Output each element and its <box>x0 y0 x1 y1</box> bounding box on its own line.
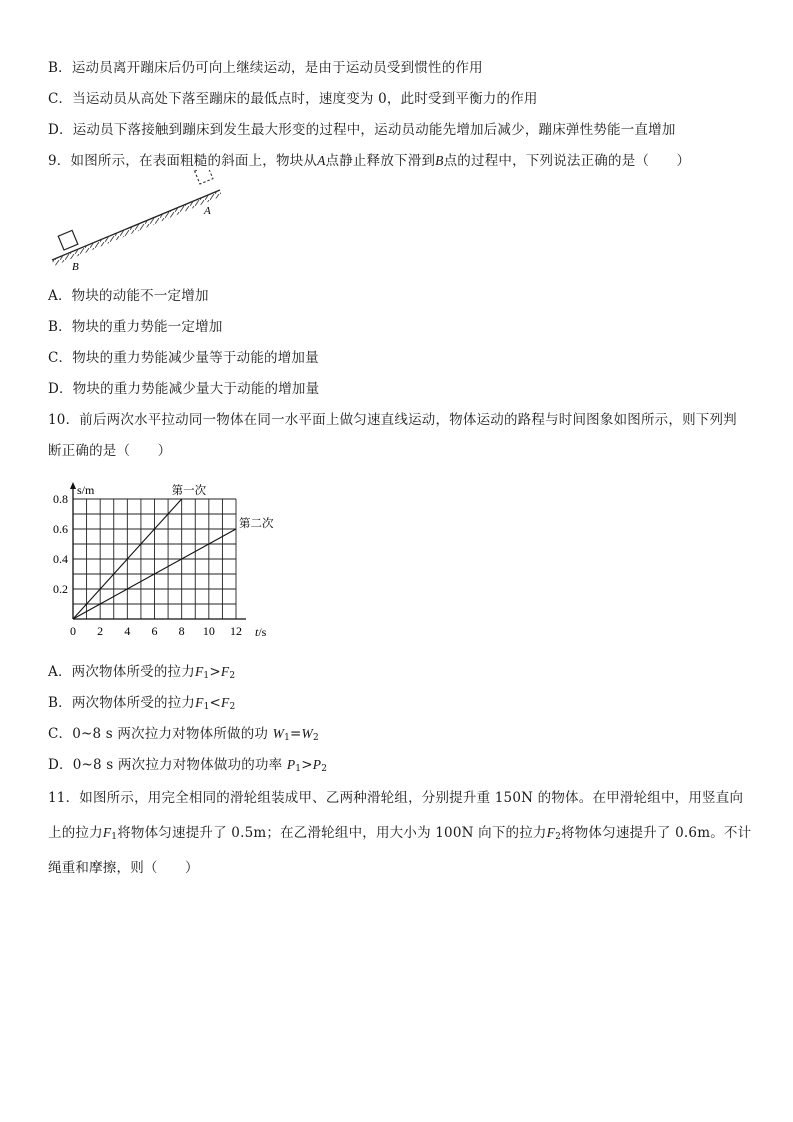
q9-stem: 9．如图所示，在表面粗糙的斜面上，物块从A点静止释放下滑到B点的过程中，下列说法正确的是（ ） <box>48 153 691 169</box>
y-axis-arrow <box>70 482 76 489</box>
q10-stem-line2: 断正确的是（ ） <box>48 443 172 459</box>
q10-stem-line1: 10．前后两次水平拉动同一物体在同一水平面上做匀速直线运动，物体运动的路程与时间图象如图所示，则下列判 <box>48 412 737 428</box>
incline-hatching <box>52 190 222 266</box>
y-tick-label: 0.2 <box>53 582 68 596</box>
x-tick-label: 6 <box>151 624 158 638</box>
x-axis-label-unit: /s <box>258 625 267 639</box>
x-axis-label-var: t <box>255 625 259 639</box>
x-tick-label: 0 <box>70 624 76 638</box>
block-at-a <box>195 170 213 184</box>
q8-option-b: B．运动员离开蹦床后仍可向上继续运动，是由于运动员受到惯性的作用 <box>48 60 483 76</box>
q10-option-c: C．0~8 s 两次拉力对物体所做的功 $W_1=W_2$ <box>48 726 319 743</box>
y-axis-label: s/m <box>77 483 95 497</box>
y-tick-label: 0.6 <box>53 522 68 536</box>
q9-option-a: A．物块的动能不一定增加 <box>48 288 209 304</box>
series-label-1: 第一次 <box>171 485 207 497</box>
chart-grid <box>73 499 236 619</box>
x-tick-label: 12 <box>230 624 242 638</box>
x-axis-label <box>255 625 267 639</box>
q8-option-c: C．当运动员从高处下落至蹦床的最低点时，速度变为 0，此时受到平衡力的作用 <box>48 91 538 107</box>
q9-option-b: B．物块的重力势能一定增加 <box>48 319 223 335</box>
q10-option-d: D．0~8 s 两次拉力对物体做功的功率 $P_1>P_2$ <box>48 757 328 774</box>
label-a: A <box>204 205 211 217</box>
label-b: B <box>72 261 79 273</box>
q8-option-d: D．运动员下落接触到蹦床到发生最大形变的过程中，运动员动能先增加后减少，蹦床弹性势能一直增加 <box>48 122 676 138</box>
q10-option-b: B．两次物体所受的拉力$F_1<F_2$ <box>48 695 236 712</box>
series-label-2: 第二次 <box>239 518 274 530</box>
q10-option-a: A．两次物体所受的拉力$F_1>F_2$ <box>48 664 236 681</box>
x-tick-label: 8 <box>178 624 185 638</box>
q11-stem-line1: 11．如图所示，用完全相同的滑轮组装成甲、乙两种滑轮组，分别提升重 150N 的物体。在甲滑轮组中，用竖直向 <box>48 790 744 806</box>
x-tick-label: 10 <box>202 624 215 638</box>
x-tick-label: 2 <box>97 624 104 638</box>
chart-axes <box>70 482 246 619</box>
q9-option-d: D．物块的重力势能减少量大于动能的增加量 <box>48 381 320 397</box>
q11-stem-line3: 绳重和摩擦，则（ ） <box>48 860 199 876</box>
x-tick-label: 4 <box>124 624 131 638</box>
st-graph <box>40 472 290 644</box>
y-tick-label: 0.8 <box>53 492 68 506</box>
q9-option-c: C．物块的重力势能减少量等于动能的增加量 <box>48 350 319 366</box>
incline-figure <box>40 170 240 280</box>
block-at-b <box>58 230 78 250</box>
y-tick-label: 0.4 <box>53 552 68 566</box>
q11-stem-line2: 上的拉力$F_1$将物体匀速提升了 0.5m；在乙滑轮组中，用大小为 100N 向下的拉力$F_2$将物体匀速提升了 0.6m。不计 <box>48 825 752 842</box>
